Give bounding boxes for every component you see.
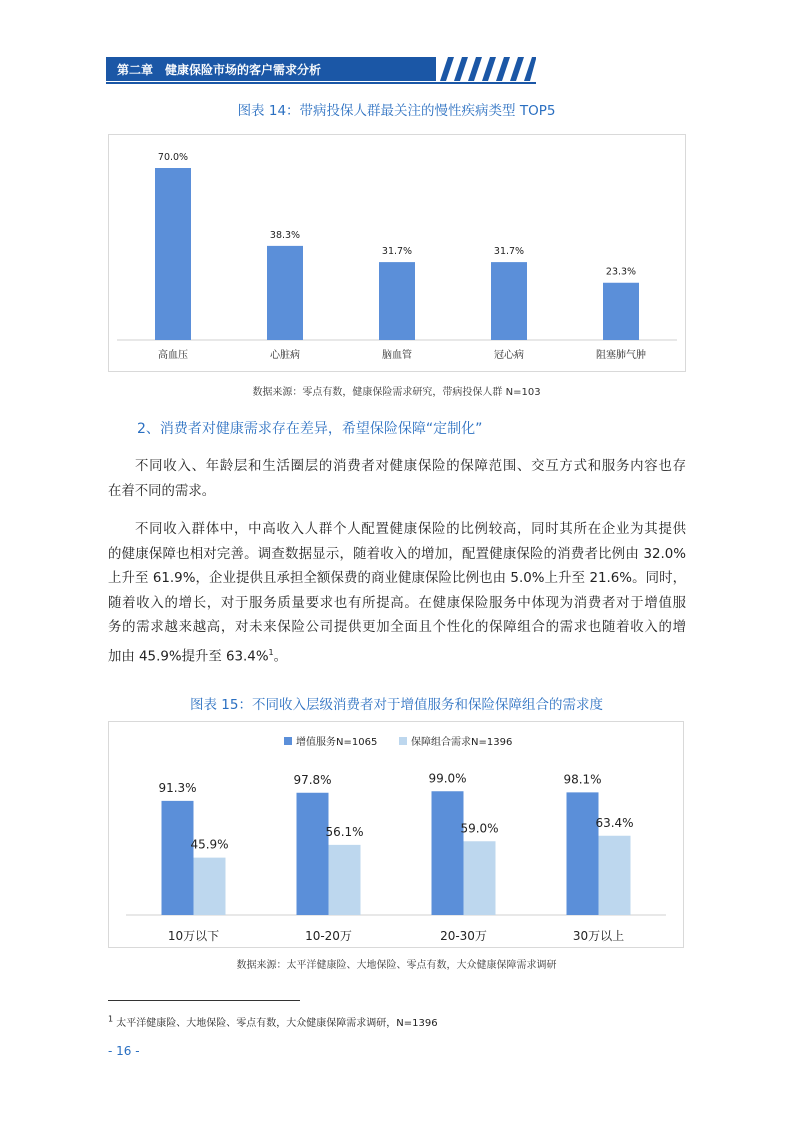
paragraph-text: 加由 45.9%提升至 63.4% <box>108 648 269 664</box>
data-label: 23.3% <box>605 266 637 278</box>
x-tick-label: 高血压 <box>158 350 188 361</box>
header-stripes-decoration <box>436 57 536 81</box>
paragraph-end: 。 <box>273 648 288 664</box>
figure-14-chart <box>108 134 686 372</box>
x-tick-label: 阻塞肺气肿 <box>596 350 646 361</box>
chart-14-svg <box>109 135 685 371</box>
bar <box>599 836 631 915</box>
bar <box>464 841 496 915</box>
legend-swatch <box>399 737 407 745</box>
data-label: 59.0% <box>460 821 499 836</box>
bar <box>567 792 599 915</box>
footnote-ref[interactable]: 1 <box>268 647 274 657</box>
bar <box>194 858 226 915</box>
paragraph-line: 务的需求越来越高，对未来保险公司提供更加全面且个性化的保障组合的需求也随着收入的增 <box>108 620 686 635</box>
figure-15-chart <box>108 721 684 948</box>
bar <box>603 283 639 340</box>
x-tick-label: 30万以上 <box>572 929 625 943</box>
paragraph-line: 的健康保障也相对完善。调查数据显示，随着收入的增加，配置健康保险的消费者比例由 32.0% <box>108 546 686 562</box>
paragraph-line: 上升至 61.9%，企业提供且承担全额保费的商业健康保险比例也由 5.0%上升至 21.6%。同时， <box>108 571 686 586</box>
bar <box>432 791 464 915</box>
figure-14-source: 数据来源：零点有数，健康保险需求研究，带病投保人群 N=103 <box>252 387 541 398</box>
data-label: 31.7% <box>493 246 525 258</box>
bar <box>297 793 329 915</box>
x-tick-label: 10-20万 <box>305 929 352 943</box>
paragraph-line: 不同收入、年龄层和生活圈层的消费者对健康保险的保障范围、交互方式和服务内容也存 <box>135 459 686 474</box>
footnote-text: 太平洋健康险、大地保险、零点有数，大众健康保障需求调研，N=1396 <box>116 1018 438 1029</box>
bar <box>491 262 527 340</box>
bar <box>379 262 415 340</box>
footnote-marker: 1 <box>108 1014 114 1024</box>
header-underline <box>106 82 536 84</box>
paragraph-line: 在着不同的需求。 <box>108 483 216 499</box>
x-tick-label: 20-30万 <box>440 929 487 943</box>
paragraph-line: 不同收入群体中，中高收入人群个人配置健康保险的比例较高，同时其所在企业为其提供 <box>135 522 686 537</box>
bar <box>267 246 303 340</box>
bar <box>155 168 191 340</box>
paragraph-2 <box>108 518 686 669</box>
data-label: 70.0% <box>157 152 189 163</box>
paragraph-line: 随着收入的增长，对于服务质量要求也有所提高。在健康保险服务中体现为消费者对于增值服 <box>108 595 686 611</box>
data-label: 91.3% <box>158 780 197 795</box>
footnote <box>108 1014 438 1029</box>
page-number: - 16 - <box>108 1044 140 1058</box>
legend-swatch <box>284 737 292 745</box>
chapter-title: 第二章 健康保险市场的客户需求分析 <box>117 63 322 77</box>
data-label: 97.8% <box>293 772 332 787</box>
figure-15-source: 数据来源：太平洋健康险、大地保险、零点有数，大众健康保障需求调研 <box>236 960 557 971</box>
legend-label: 保障组合需求N=1396 <box>411 737 513 748</box>
footnote-divider <box>108 1000 300 1001</box>
data-label: 63.4% <box>595 815 634 830</box>
data-label: 31.7% <box>381 246 413 258</box>
section-heading: 2、消费者对健康需求存在差异，希望保险保障“定制化” <box>137 421 483 437</box>
paragraph-1 <box>108 455 686 504</box>
legend-label: 增值服务N=1065 <box>296 737 378 748</box>
bar <box>162 801 194 915</box>
data-label: 45.9% <box>190 837 229 852</box>
x-tick-label: 心脏病 <box>270 350 300 361</box>
data-label: 56.1% <box>325 824 364 839</box>
data-label: 98.1% <box>563 772 602 787</box>
bar <box>329 845 361 915</box>
data-label: 99.0% <box>428 771 467 786</box>
x-tick-label: 冠心病 <box>494 350 524 361</box>
paragraph-last-line <box>108 641 686 670</box>
data-label: 38.3% <box>269 229 301 241</box>
x-tick-label: 10万以下 <box>167 929 220 943</box>
figure-15-title: 图表 15：不同收入层级消费者对于增值服务和保险保障组合的需求度 <box>190 697 603 713</box>
figure-14-title: 图表 14：带病投保人群最关注的慢性疾病类型 TOP5 <box>237 103 556 119</box>
chart-15-svg <box>109 722 683 947</box>
x-tick-label: 脑血管 <box>382 350 412 361</box>
